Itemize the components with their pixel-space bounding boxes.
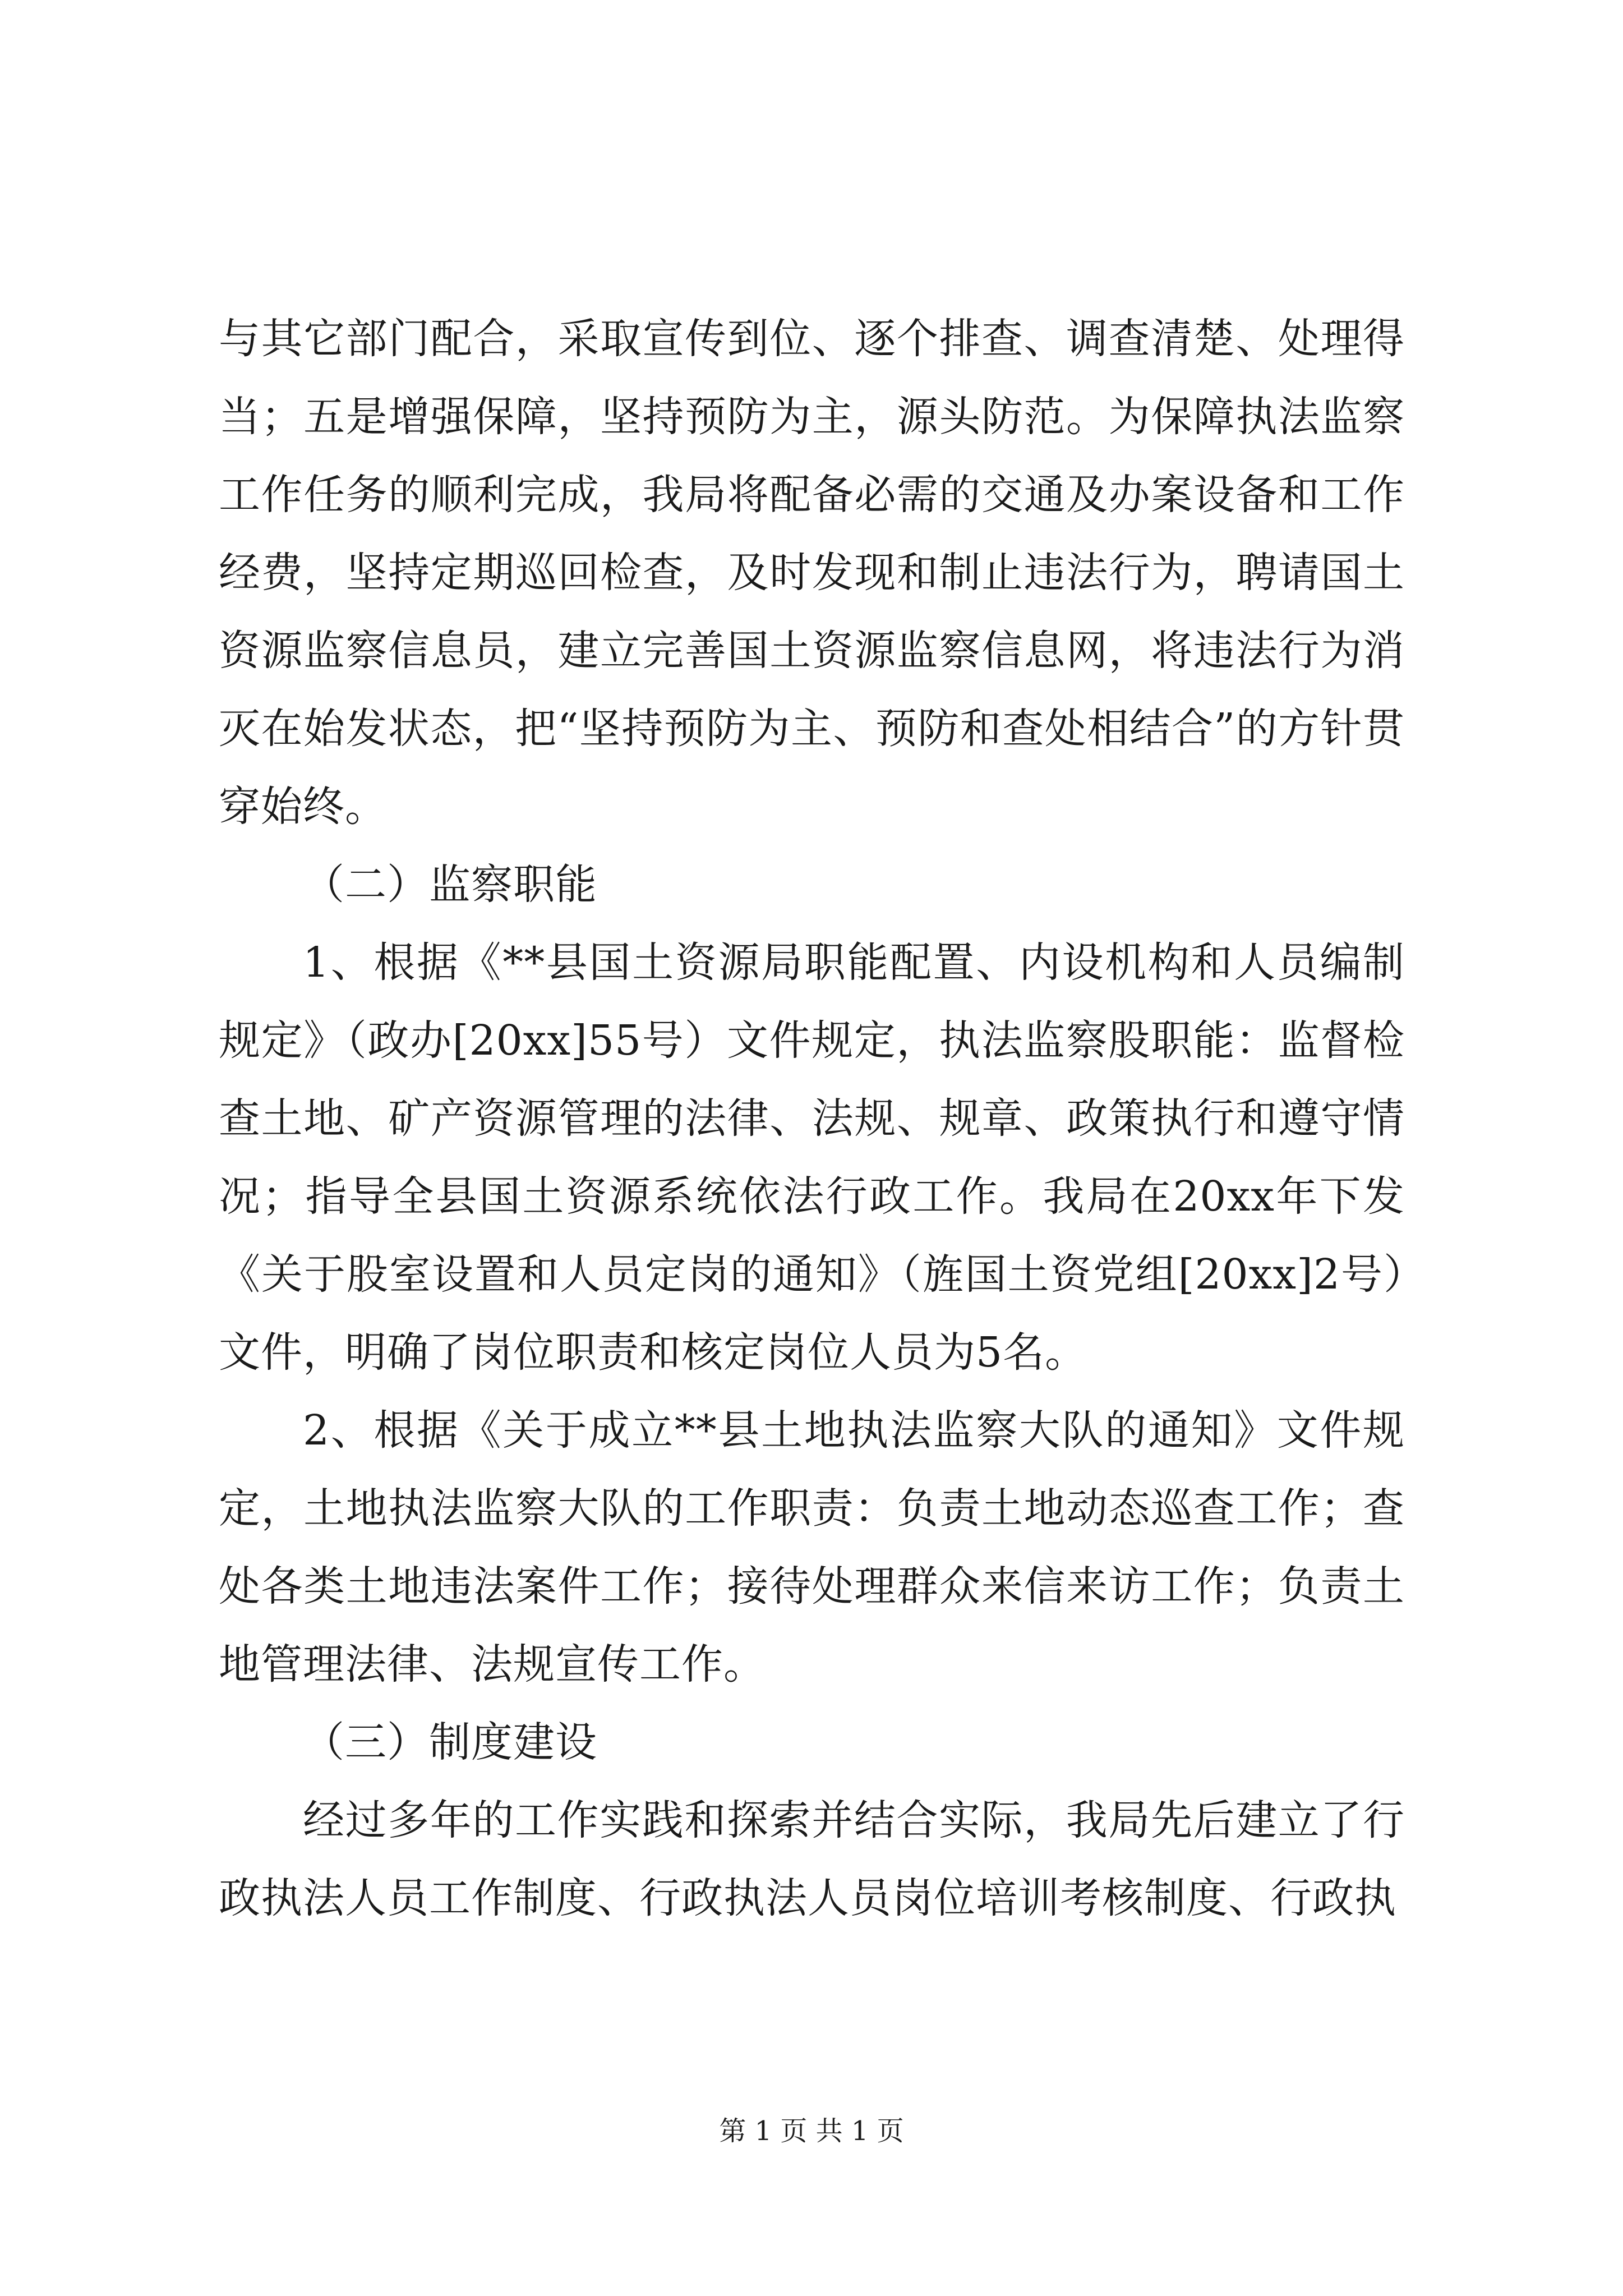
section-heading-supervision-functions: （二）监察职能 <box>303 861 597 909</box>
section-heading-system-building: （三）制度建设 <box>303 1718 597 1766</box>
paragraph-function-2: 2、根据《关于成立**县土地执法监察大队的通知》文件规定，土地执法监察大队的工作职责：负责土地动态巡查工作；查处各类土地违法案件工作；接待处理群众来信来访工作；负责土地管理法律、法规宣传工作。 <box>219 1406 1405 1688</box>
page-footer: 第 1 页 共 1 页 <box>719 2115 904 2147</box>
document-body <box>219 300 1405 1938</box>
paragraph-function-1: 1、根据《**县国土资源局职能配置、内设机构和人员编制规定》（政办[20xx]55号）文件规定，执法监察股职能：监督检查土地、矿产资源管理的法律、法规、规章、政策执行和遵守情况；指导全县国土资源系统依法行政工作。我局在20xx年下发《关于股室设置和人员定岗的通知》（旌国土资党组[20xx]2号）文件，明确了岗位职责和核定岗位人员为5名。 <box>219 938 1405 1377</box>
paragraph-continuation: 与其它部门配合，采取宣传到位、逐个排查、调查清楚、处理得当；五是增强保障，坚持预防为主，源头防范。为保障执法监察工作任务的顺利完成，我局将配备必需的交通及办案设备和工作经费，坚持定期巡回检查，及时发现和制止违法行为，聘请国土资源监察信息员，建立完善国土资源监察信息网，将违法行为消灭在始发状态，把“坚持预防为主、预防和查处相结合”的方针贯穿始终。 <box>219 315 1405 831</box>
paragraph-system-building: 经过多年的工作实践和探索并结合实际，我局先后建立了行政执法人员工作制度、行政执法人员岗位培训考核制度、行政执 <box>219 1796 1405 1922</box>
